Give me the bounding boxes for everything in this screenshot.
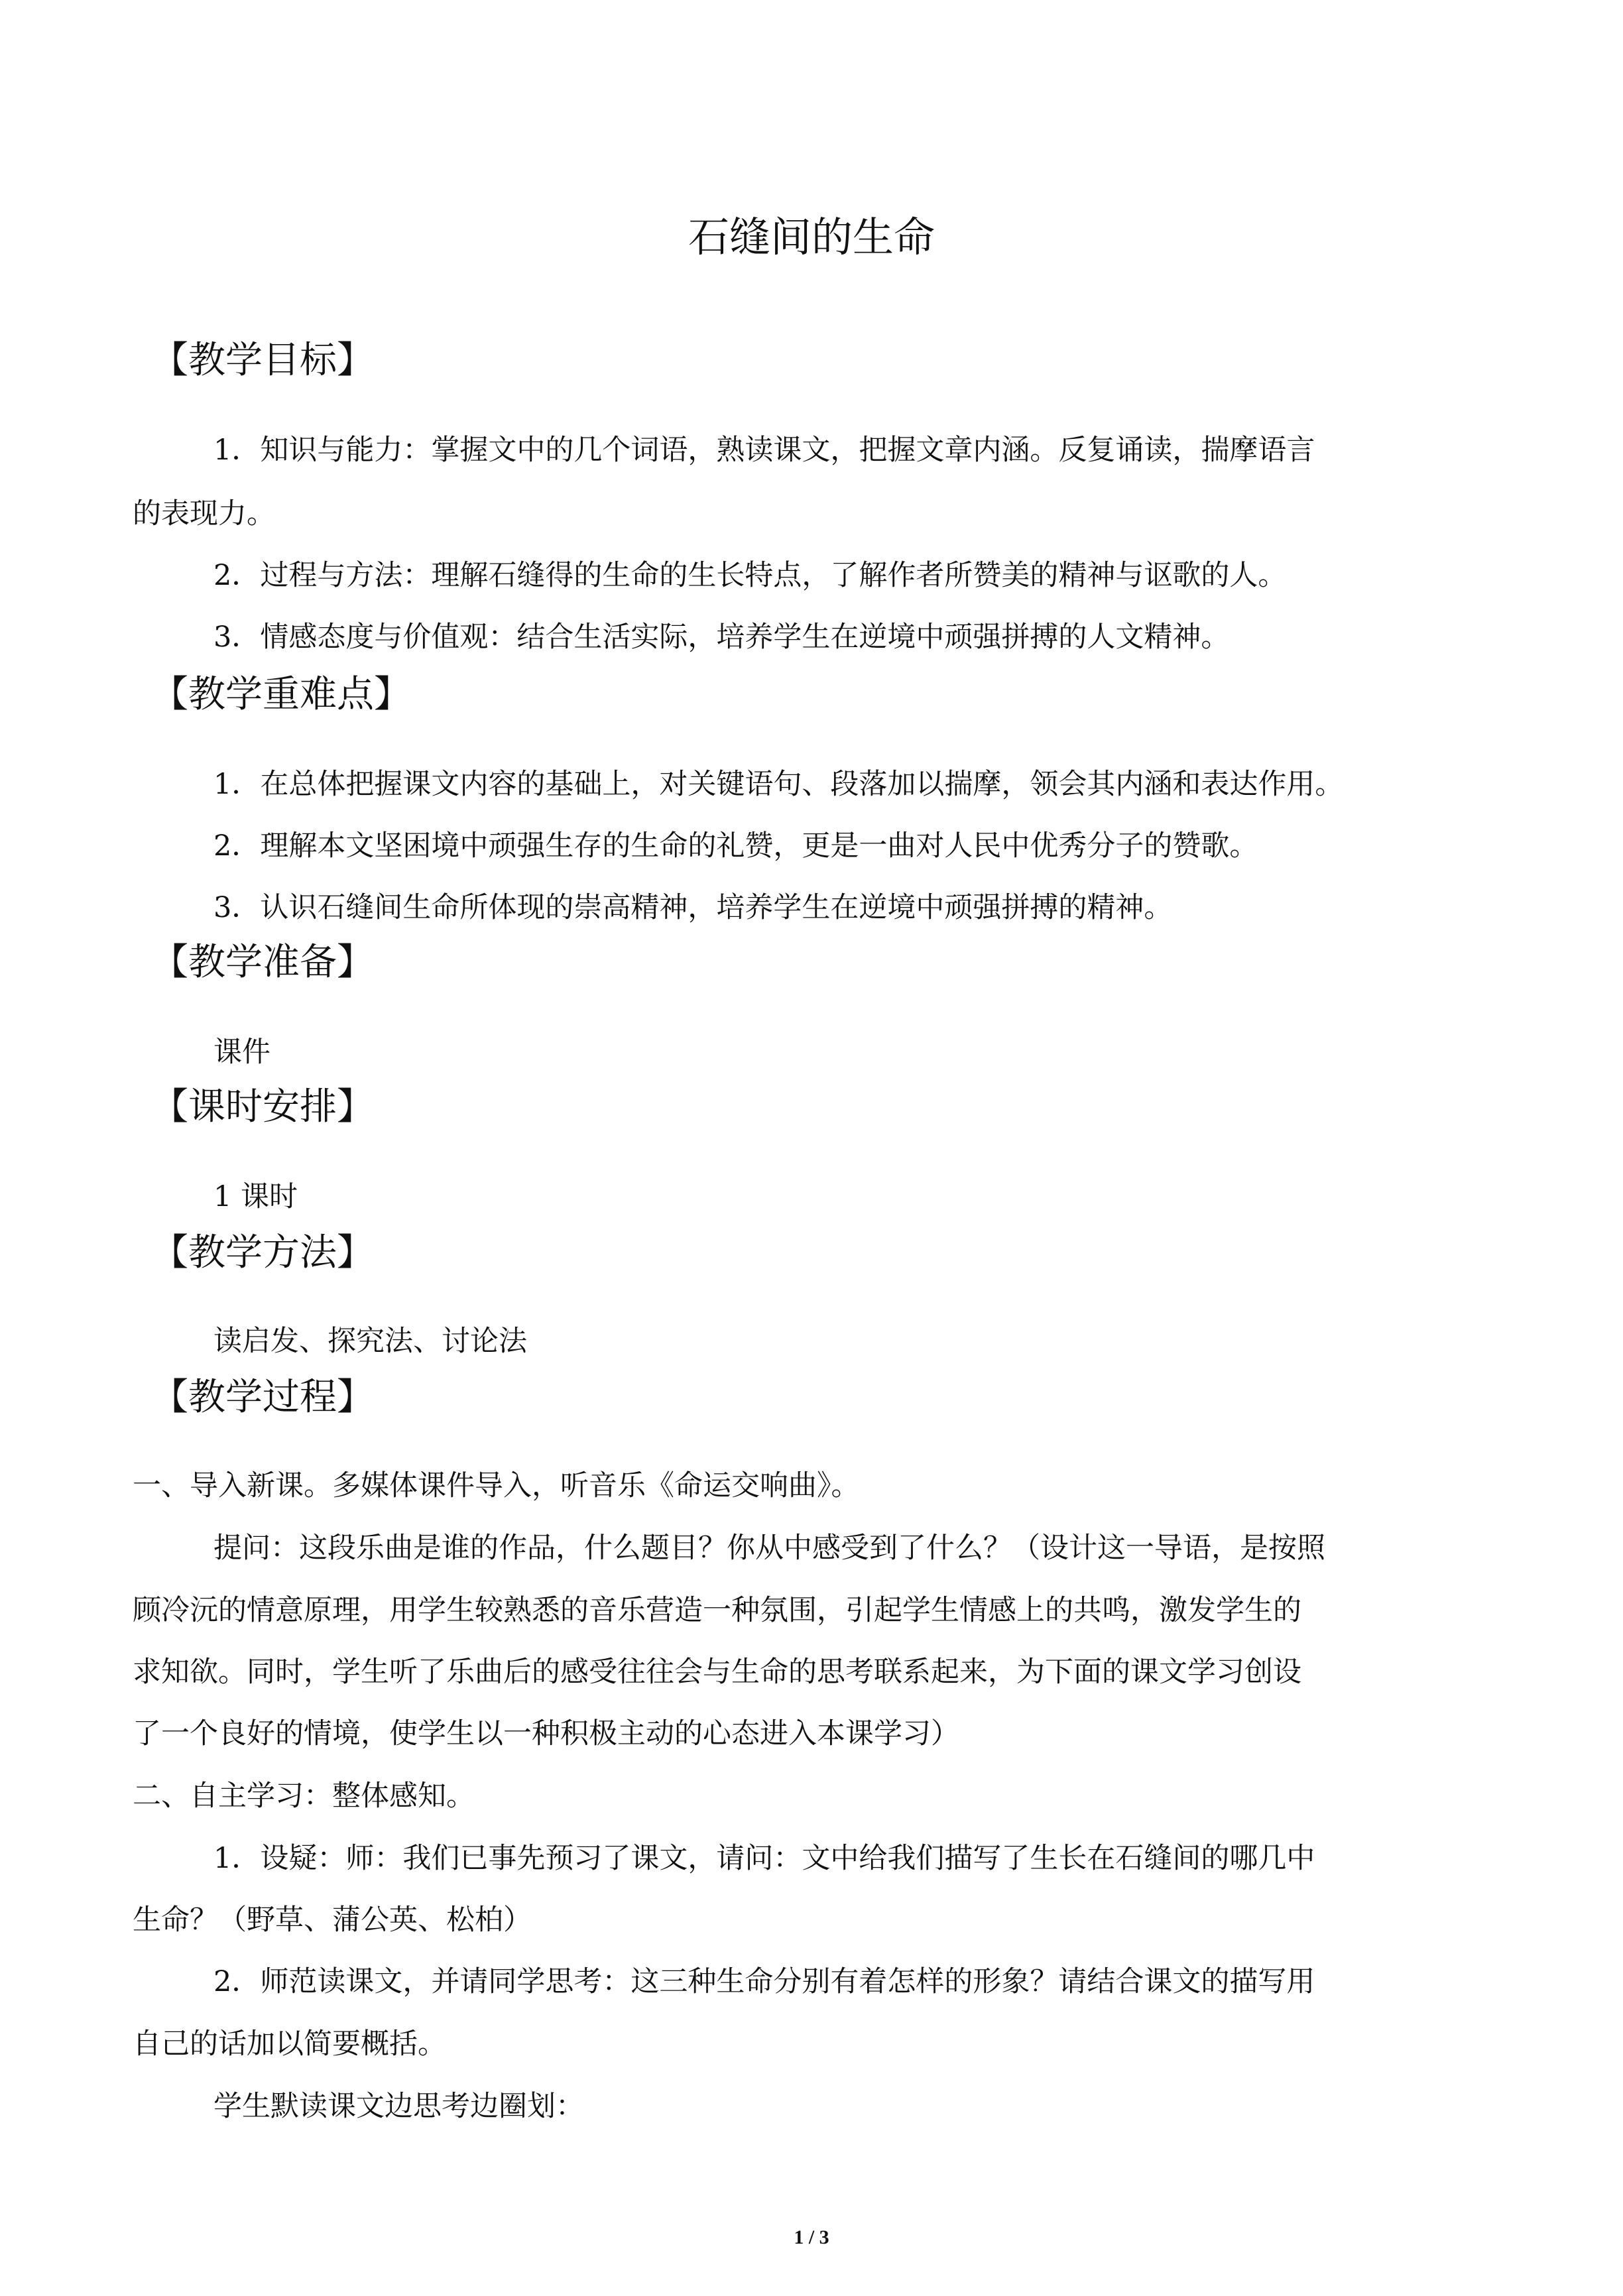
preparation-heading: 【教学准备】 [151,941,374,984]
preparation-text: 课件 [213,1036,270,1069]
process-line-4: 求知欲。同时，学生听了乐曲后的感受往往会与生命的思考联系起来，为下面的课文学习创设 [133,1656,1301,1689]
process-line-8: 生命？（野草、蒲公英、松柏） [133,1903,532,1937]
key-points-heading: 【教学重难点】 [151,673,411,716]
methods-heading: 【教学方法】 [151,1231,374,1274]
schedule-text: 1 课时 [213,1180,298,1213]
process-line-2: 提问：这段乐曲是谁的作品，什么题目？你从中感受到了什么？（设计这一导语，是按照 [213,1532,1325,1565]
document-title: 石缝间的生命 [688,213,935,261]
goals-item-1-cont: 的表现力。 [133,497,275,530]
process-line-1: 一、导入新课。多媒体课件导入，听音乐《命运交响曲》。 [133,1469,860,1502]
process-line-7: 1．设疑：师：我们已事先预习了课文，请问：文中给我们描写了生长在石缝间的哪几中 [213,1842,1315,1875]
goals-item-1: 1．知识与能力：掌握文中的几个词语，熟读课文，把握文章内涵。反复诵读，揣摩语言 [213,434,1315,467]
process-line-3: 顾冷沅的情意原理，用学生较熟悉的音乐营造一种氛围，引起学生情感上的共鸣，激发学生的 [133,1594,1301,1627]
process-line-9: 2．师范读课文，并请同学思考：这三种生命分别有着怎样的形象？请结合课文的描写用 [213,1965,1315,1998]
schedule-heading: 【课时安排】 [151,1085,374,1128]
process-line-11: 学生默读课文边思考边圈划： [213,2090,584,2123]
page-number: 1 / 3 [794,2226,829,2248]
goals-item-2: 2．过程与方法：理解石缝得的生命的生长特点，了解作者所赞美的精神与讴歌的人。 [213,559,1287,592]
key-points-item-3: 3．认识石缝间生命所体现的崇高精神，培养学生在逆境中顽强拼搏的精神。 [213,891,1173,924]
process-line-10: 自己的话加以简要概括。 [133,2027,446,2061]
goals-heading: 【教学目标】 [151,339,374,382]
key-points-item-2: 2．理解本文坚困境中顽强生存的生命的礼赞，更是一曲对人民中优秀分子的赞歌。 [213,829,1258,863]
methods-text: 读启发、探究法、讨论法 [213,1325,527,1358]
process-line-6: 二、自主学习：整体感知。 [133,1780,475,1813]
goals-item-3: 3．情感态度与价值观：结合生活实际，培养学生在逆境中顽强拼搏的人文精神。 [213,621,1230,654]
key-points-item-1: 1．在总体把握课文内容的基础上，对关键语句、段落加以揣摩，领会其内涵和表达作用。 [213,768,1344,801]
process-line-5: 了一个良好的情境，使学生以一种积极主动的心态进入本课学习） [133,1717,959,1750]
process-heading: 【教学过程】 [151,1376,374,1419]
